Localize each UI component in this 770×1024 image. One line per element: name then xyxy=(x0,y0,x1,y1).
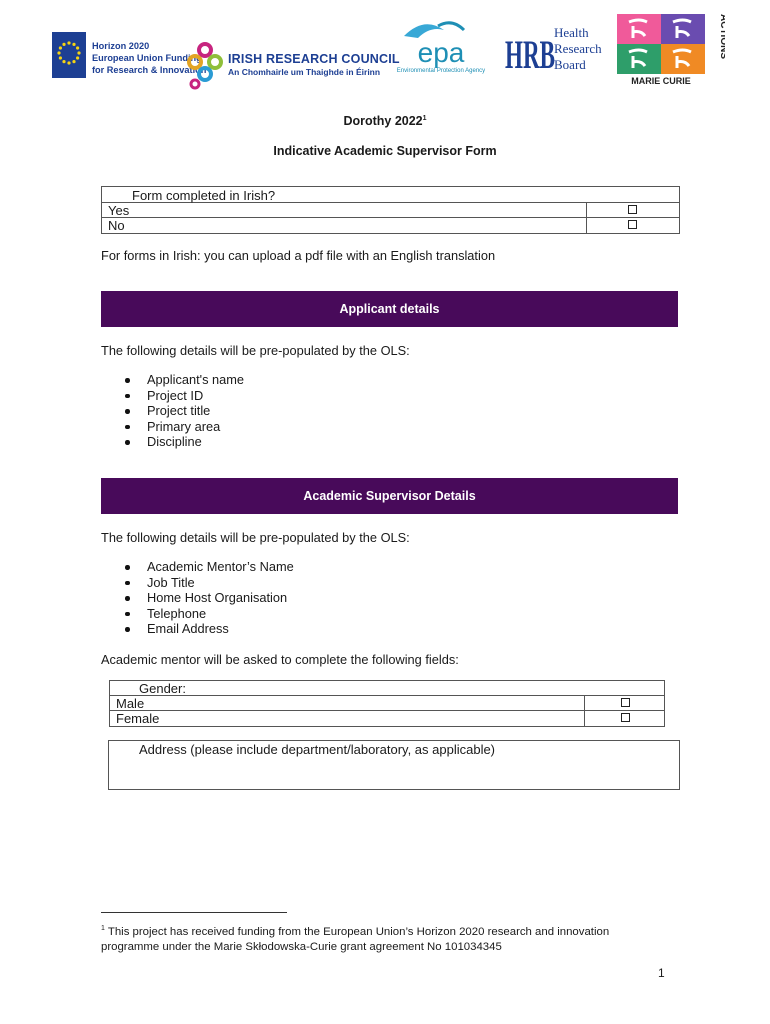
list-item: Applicant's name xyxy=(101,372,244,388)
footnote xyxy=(101,921,661,956)
irish-yes-row xyxy=(102,202,679,218)
footnote-text: This project has received funding from the European Union’s Horizon 2020 research and innovation programme under the Marie Skłodowska-Curie grant agreement No 101034345 xyxy=(101,925,610,954)
page-number: 1 xyxy=(658,966,665,980)
irish-no-checkbox[interactable] xyxy=(628,220,637,229)
applicant-details-heading: Applicant details xyxy=(101,291,678,327)
applicant-fields-list xyxy=(101,372,244,450)
supervisor-details-heading: Academic Supervisor Details xyxy=(101,478,678,514)
gender-male-label: Male xyxy=(116,696,145,711)
gender-male-row xyxy=(110,695,664,711)
irish-form-table xyxy=(101,186,680,234)
footnote-divider xyxy=(101,912,287,913)
list-item: Telephone xyxy=(101,606,294,622)
document-subtitle: Indicative Academic Supervisor Form xyxy=(273,144,497,158)
gender-table-header-row xyxy=(110,681,664,696)
epa-logo-text: epa xyxy=(417,37,465,68)
marie-curie-actions-logo xyxy=(617,14,725,86)
gender-female-checkbox[interactable] xyxy=(621,713,630,722)
irish-research-council-name: IRISH RESEARCH COUNCIL xyxy=(228,52,400,66)
list-item: Project title xyxy=(101,403,244,419)
cell-divider xyxy=(586,217,587,233)
list-item: Primary area xyxy=(101,419,244,435)
marie-curie-logo-text: MARIE CURIE xyxy=(631,76,691,86)
address-field-label: Address (please include department/laboratory, as applicable) xyxy=(139,742,496,757)
document-title-text: Dorothy 2022 xyxy=(343,114,423,128)
eu-flag-logo xyxy=(52,32,86,78)
footnote-mark: 1 xyxy=(101,925,105,932)
list-item: Job Title xyxy=(101,575,294,591)
irish-research-council-irish-name: An Chomhairle um Thaighde in Éirinn xyxy=(228,67,381,77)
cell-divider xyxy=(584,695,585,710)
list-item: Discipline xyxy=(101,434,244,450)
list-item: Home Host Organisation xyxy=(101,590,294,606)
irish-table-header-row xyxy=(102,187,679,203)
list-item: Project ID xyxy=(101,388,244,404)
mentor-intro: Academic mentor will be asked to complete the following fields: xyxy=(101,652,459,667)
applicant-intro: The following details will be pre-populated by the OLS: xyxy=(101,343,410,358)
supervisor-intro: The following details will be pre-populated by the OLS: xyxy=(101,530,410,545)
title-footnote-mark: 1 xyxy=(422,114,427,122)
supervisor-fields-list xyxy=(101,559,294,637)
irish-yes-checkbox[interactable] xyxy=(628,205,637,214)
gender-male-checkbox[interactable] xyxy=(621,698,630,707)
address-field[interactable] xyxy=(108,740,680,790)
cell-divider xyxy=(586,202,587,217)
irish-no-row xyxy=(102,217,679,233)
hrb-logo-initials: HRB xyxy=(505,32,555,76)
irish-translation-note: For forms in Irish: you can upload a pdf file with an English translation xyxy=(101,248,496,263)
list-item: Email Address xyxy=(101,621,294,637)
gender-female-label: Female xyxy=(116,711,160,726)
document-title xyxy=(0,114,770,128)
list-item: Academic Mentor’s Name xyxy=(101,559,294,575)
hrb-logo-mark xyxy=(505,20,555,76)
irish-yes-label: Yes xyxy=(108,203,130,218)
gender-female-row xyxy=(110,710,664,726)
actions-logo-text: ACTIONS xyxy=(718,14,725,59)
irish-research-council-logo-mark xyxy=(186,40,224,90)
cell-divider xyxy=(584,710,585,726)
gender-table-header: Gender: xyxy=(139,681,186,696)
irish-table-header: Form completed in Irish? xyxy=(132,188,276,203)
horizon-2020-logo-text: Horizon 2020 European Union Funding for Research & Innovation xyxy=(92,41,207,75)
epa-logo-subtitle: Environmental Protection Agency xyxy=(396,68,486,74)
gender-table xyxy=(109,680,665,727)
irish-no-label: No xyxy=(108,218,125,233)
hrb-logo-text: Health Research Board xyxy=(554,25,602,72)
